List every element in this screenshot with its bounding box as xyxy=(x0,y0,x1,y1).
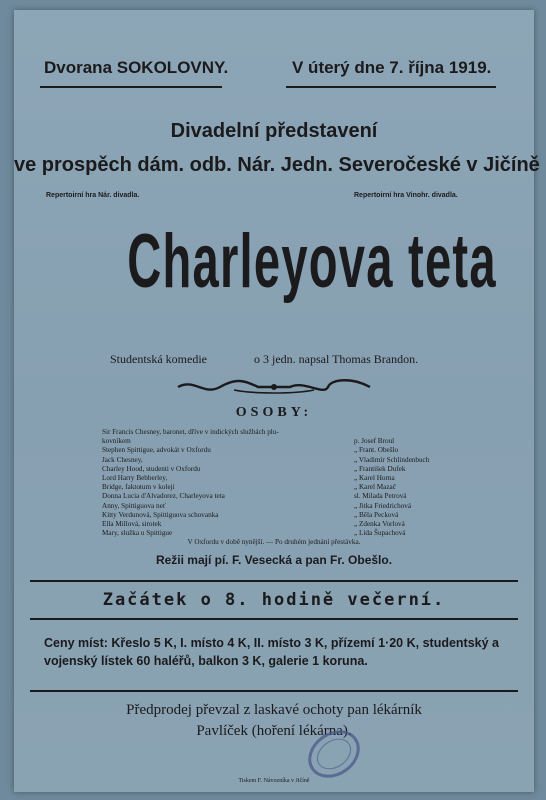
play-author: o 3 jedn. napsal Thomas Brandon. xyxy=(254,352,419,366)
cast-row xyxy=(102,502,462,511)
cast-row xyxy=(102,511,462,520)
divider-rule xyxy=(30,580,518,582)
cast-actor: p. Josef Broul xyxy=(354,437,395,446)
ornament-divider-icon xyxy=(174,378,374,396)
cast-role: Jack Chesney, xyxy=(102,455,143,464)
cast-role: Bridge, faktotum v koleji xyxy=(102,483,175,492)
venue-label: Dvorana SOKOLOVNY. xyxy=(44,58,229,77)
cast-role: Donna Lucia d'Alvadorez, Charleyova teta xyxy=(102,492,225,501)
ticket-prices: Ceny míst: Křeslo 5 K, I. místo 4 K, II. místo 3 K, přízemí 1·20 K, studentský a vojenský lístek 60 haléřů, balkon 3 K, galerie 1 koruna. xyxy=(44,636,499,668)
play-title-text: Charleyova teta xyxy=(127,219,497,304)
repertoire-note-right: Repertoirní hra Vinohr. divadla. xyxy=(354,192,458,199)
cast-list xyxy=(102,428,462,538)
cast-role: Anny, Spittiguova neť xyxy=(102,501,166,510)
start-time: Začátek o 8. hodině večerní. xyxy=(102,590,446,610)
cast-role: kovníkem xyxy=(102,437,131,446)
library-stamp-icon xyxy=(302,722,366,786)
direction-line: Režii mají pí. F. Vesecká a pan Fr. Obešlo. xyxy=(155,553,393,567)
date-underline xyxy=(286,86,496,88)
cast-row xyxy=(102,492,462,501)
cast-role: Ella Millová, sirotek xyxy=(102,519,162,528)
presale-line-2: Pavlíček (hoření lékárna). xyxy=(196,723,352,739)
cast-row xyxy=(102,428,462,437)
date-label: V úterý dne 7. října 1919. xyxy=(292,58,492,77)
repertoire-note-left: Repertoirní hra Nár. divadla. xyxy=(46,192,140,199)
cast-row xyxy=(102,446,462,455)
cast-row xyxy=(102,456,462,465)
cast-actor: sl. Milada Petrová xyxy=(354,492,407,501)
beneficiary-line: ve prospěch dám. odb. Nár. Jedn. Severočeské v Jičíně xyxy=(14,154,540,176)
play-title xyxy=(14,218,534,305)
cast-row xyxy=(102,520,462,529)
presale-info xyxy=(14,700,534,742)
cast-actor: „ Lída Šupachová xyxy=(354,529,406,538)
cast-heading: OSOBY: xyxy=(235,405,313,420)
cast-actor: „ Karel Mazač xyxy=(354,483,396,492)
cast-role: Mary, služka u Spittigue xyxy=(102,529,173,538)
divider-rule xyxy=(30,618,518,620)
cast-role: Sir Francis Chesney, baronet, dříve v indických službách plu- xyxy=(102,428,279,436)
cast-role: Kitty Verdunová, Spittiguova schovanka xyxy=(102,510,219,519)
cast-row xyxy=(102,529,462,538)
venue-underline xyxy=(40,86,222,88)
cast-actor: „ Jitka Friedrichová xyxy=(354,501,412,510)
cast-actor: „ Běla Pecková xyxy=(354,510,399,519)
cast-row xyxy=(102,437,462,446)
cast-actor: „ Zdenka Vorlová xyxy=(354,519,405,528)
cast-actor: „ Karel Horna xyxy=(354,473,395,482)
cast-actor: „ Frant. Obešlo xyxy=(354,446,399,455)
cast-actor: „ Vladimír Schlindenbuch xyxy=(354,455,430,464)
cast-actor: „ František Dufek xyxy=(354,464,406,473)
cast-note: V Oxfordu v době nynější. — Po druhém jednání přestávka. xyxy=(187,538,361,546)
cast-role: Charley Hood, studenti v Oxfordu xyxy=(102,464,201,473)
cast-row xyxy=(102,474,462,483)
event-heading: Divadelní představení xyxy=(170,120,378,142)
cast-row xyxy=(102,483,462,492)
divider-rule xyxy=(30,690,518,692)
play-genre: Studentská komedie xyxy=(110,352,207,366)
poster-sheet xyxy=(14,10,540,792)
presale-line-1: Předprodej převzal z laskavé ochoty pan lékárník xyxy=(126,702,422,718)
printer-credit: Tiskem F. Návozníka v Jičíně xyxy=(238,778,310,784)
cast-role: Stephen Spittigue, advokát v Oxfordu xyxy=(102,446,211,455)
cast-row xyxy=(102,465,462,474)
cast-role: Lord Harry Bebberley, xyxy=(102,473,168,482)
